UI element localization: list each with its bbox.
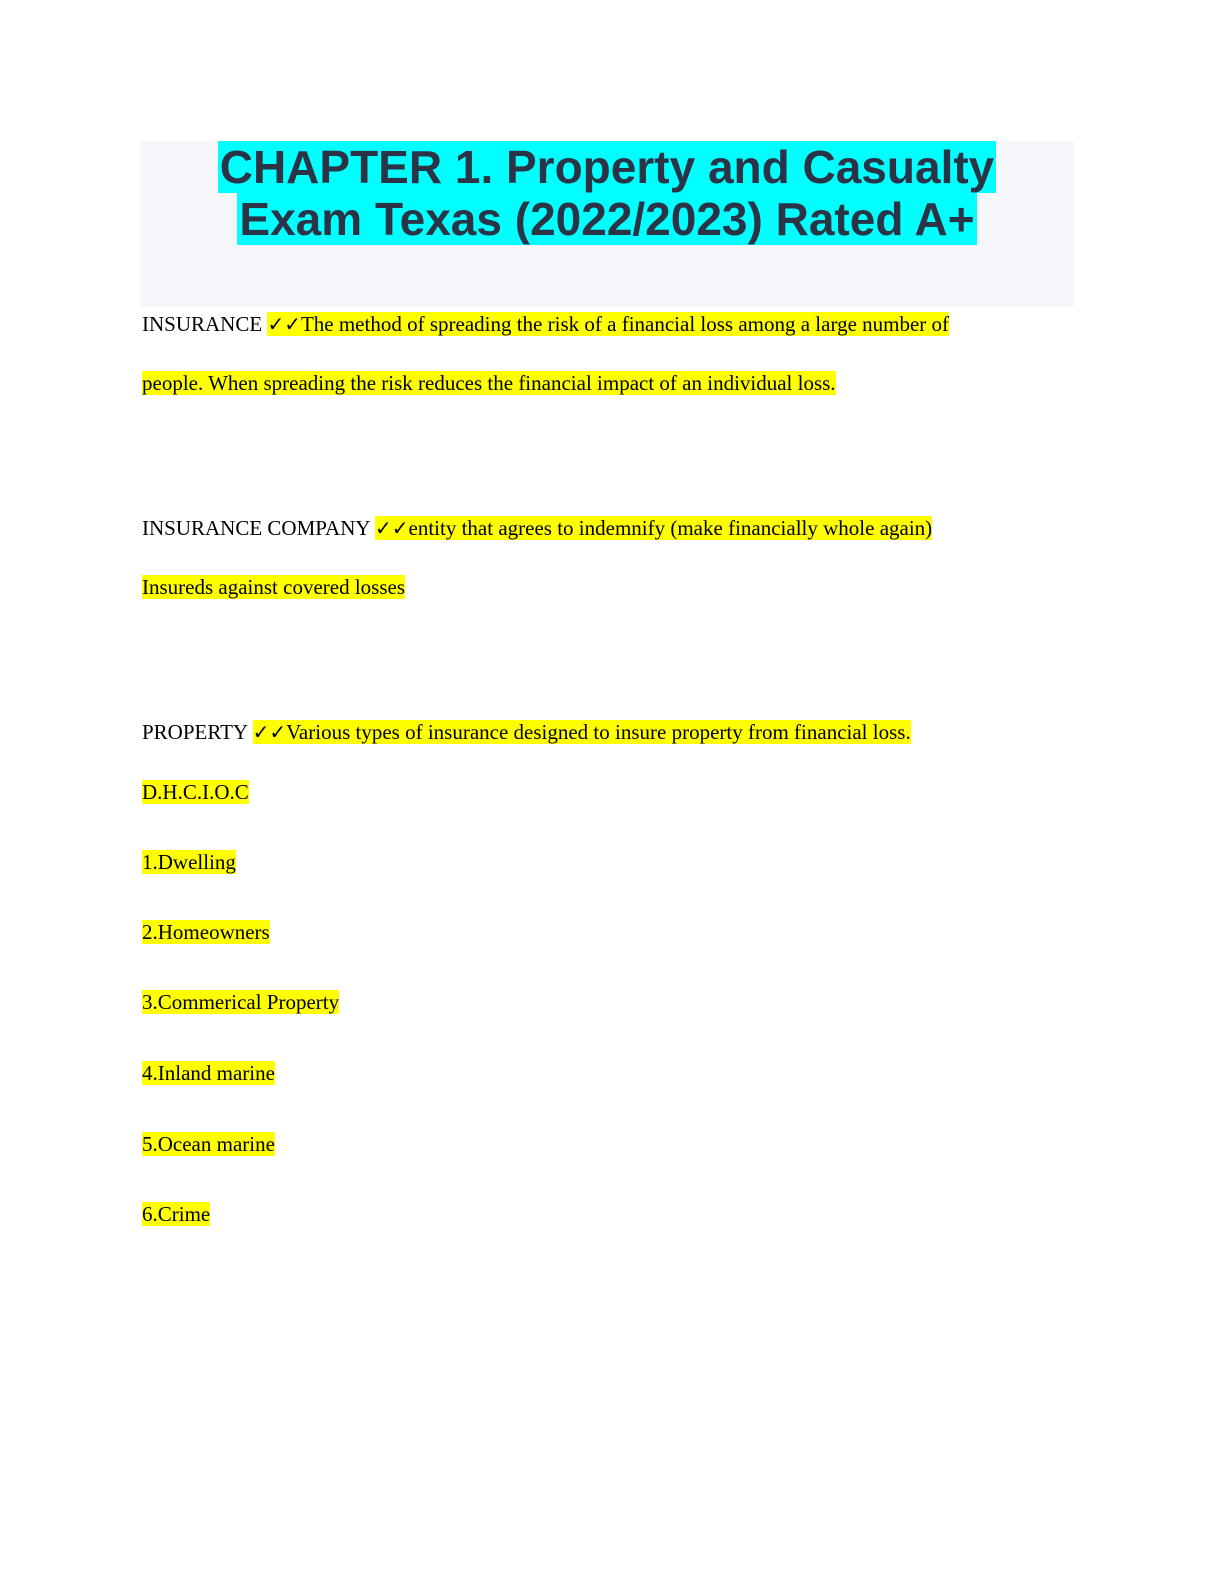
list-item: 2.Homeowners <box>142 920 270 944</box>
term-insurance: INSURANCE <box>142 312 268 336</box>
list-item: 1.Dwelling <box>142 850 236 874</box>
entry-insurance-company-line-2 <box>142 573 405 601</box>
term-insurance-company: INSURANCE COMPANY <box>142 516 375 540</box>
definition-insurance-2: people. When spreading the risk reduces the financial impact of an individual loss. <box>142 371 836 395</box>
entry-property-line-1 <box>142 718 911 746</box>
definition-property-1: Various types of insurance designed to insure property from financial loss. <box>286 720 911 744</box>
list-item: 6.Crime <box>142 1202 211 1226</box>
definition-insurance-1: The method of spreading the risk of a financial loss among a large number of <box>300 312 950 336</box>
check-icon: ✓✓ <box>267 312 301 336</box>
list-item: 3.Commerical Property <box>142 990 340 1014</box>
entry-insurance-line-2 <box>142 369 836 397</box>
term-property: PROPERTY <box>142 720 253 744</box>
definition-insurance-company-2: Insureds against covered losses <box>142 575 406 599</box>
entry-insurance-company-line-1 <box>142 514 932 542</box>
check-icon: ✓✓ <box>252 720 287 744</box>
entry-insurance-line-1 <box>142 310 949 338</box>
document-title <box>140 141 1074 245</box>
title-line-1: CHAPTER 1. Property and Casualty <box>219 141 995 193</box>
check-icon: ✓✓ <box>375 516 409 540</box>
list-item: 4.Inland marine <box>142 1061 275 1085</box>
definition-insurance-company-1: entity that agrees to indemnify (make financially whole again) <box>408 516 933 540</box>
property-acronym: D.H.C.I.O.C <box>142 780 249 804</box>
list-item: 5.Ocean marine <box>142 1132 275 1156</box>
title-line-2: Exam Texas (2022/2023) Rated A+ <box>239 193 975 245</box>
